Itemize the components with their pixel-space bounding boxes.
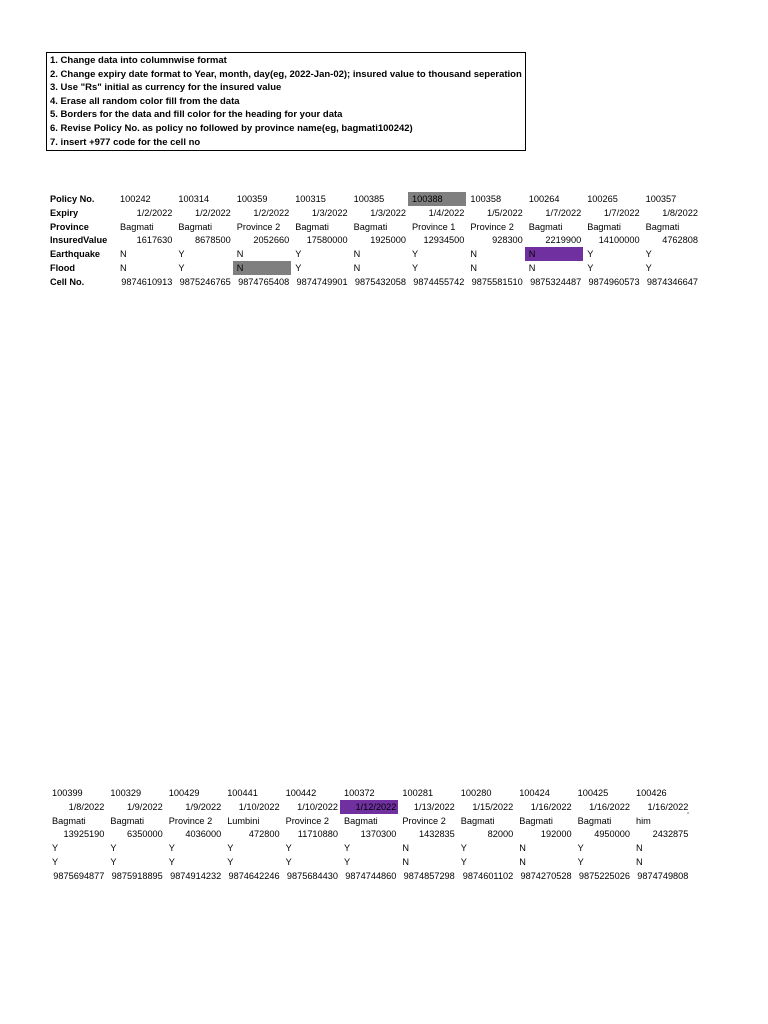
cell-policy: 100385 — [353, 194, 385, 204]
cell-expiry: 1/7/2022 — [545, 207, 582, 218]
cell-cell: 9874914232 — [170, 870, 222, 881]
cell-expiry: 1/2/2022 — [195, 207, 231, 218]
cell-expiry: 1/9/2022 — [127, 801, 163, 812]
row-label-flood: Flood — [50, 263, 76, 273]
cell-flood: N — [120, 263, 127, 273]
cell-flood: N — [636, 857, 643, 867]
cell-expiry: 1/2/2022 — [253, 207, 290, 218]
cell-flood: Y — [227, 857, 234, 867]
cell-policy: 100424 — [519, 788, 550, 798]
cell-flood: Y — [587, 263, 594, 273]
cell-expiry: 1/3/2022 — [311, 207, 348, 218]
cell-province: Bagmati — [52, 815, 86, 826]
cell-insured: 82000 — [487, 829, 514, 840]
cell-province: Province 2 — [168, 815, 213, 826]
cell-insured: 11710880 — [297, 829, 338, 840]
cell-flood: N — [470, 263, 478, 273]
cell-flood: N — [402, 857, 410, 867]
cell-policy: 100399 — [52, 788, 83, 798]
cell-earthquake: N — [519, 843, 526, 854]
cell-policy: 100265 — [587, 194, 618, 204]
cell-province: Bagmati — [178, 221, 213, 232]
row-label-insured: InsuredValue — [50, 235, 108, 246]
cell-insured: 4036000 — [185, 829, 222, 840]
row-label-expiry: Expiry — [50, 207, 79, 218]
cell-flood: Y — [168, 857, 175, 867]
cell-earthquake: Y — [52, 843, 59, 854]
cell-policy: 100359 — [236, 194, 268, 204]
cell-flood: Y — [412, 263, 419, 273]
cell-expiry: 1/5/2022 — [487, 207, 523, 218]
cell-earthquake: N — [636, 843, 643, 854]
cell-expiry: 1/8/2022 — [68, 801, 105, 812]
cell-earthquake: N — [525, 247, 583, 261]
cell-flood: N — [353, 263, 361, 273]
cell-province: Bagmati — [519, 815, 553, 826]
cell-insured: 1370300 — [360, 829, 397, 840]
row-label-province: Province — [50, 221, 89, 232]
cell-earthquake: Y — [645, 249, 652, 260]
row-label-policy: Policy No. — [50, 194, 95, 204]
cell-insured: 4762808 — [662, 235, 698, 246]
instruction-7: 7. insert +977 code for the cell no — [50, 136, 201, 148]
cell-expiry: 1/15/2022 — [472, 801, 514, 812]
cell-insured: 2432875 — [652, 829, 689, 840]
cell-policy: 100358 — [470, 194, 502, 204]
cell-insured: 1432835 — [419, 829, 455, 840]
cell-policy: 100441 — [227, 788, 258, 798]
instruction-6: 6. Revise Policy No. as policy no followed by province name(eg, bagmati100242) — [50, 122, 413, 134]
cell-insured: 472800 — [248, 829, 280, 840]
cell-insured: 6350000 — [127, 829, 163, 840]
cell-policy: 100425 — [577, 788, 609, 798]
cell-policy: 100329 — [110, 788, 142, 798]
cell-cell: 9874765408 — [238, 276, 290, 287]
cell-flood: N — [519, 857, 526, 867]
row-label-cell: Cell No. — [50, 276, 85, 287]
cell-policy: 100357 — [645, 194, 677, 204]
cell-flood: Y — [110, 857, 117, 867]
cell-province: him — [636, 815, 651, 826]
cell-earthquake: N — [402, 843, 410, 854]
cell-policy: 100242 — [120, 194, 151, 204]
cell-expiry: 1/10/2022 — [238, 801, 280, 812]
cell-cell: 9874601102 — [462, 870, 514, 881]
cell-province: Bagmati — [120, 221, 154, 232]
cell-flood: Y — [460, 857, 467, 867]
cell-policy: 100264 — [528, 194, 560, 204]
cell-earthquake: Y — [460, 843, 467, 854]
cell-policy: 100281 — [402, 788, 434, 798]
cell-cell: 9875225026 — [578, 870, 630, 881]
cell-policy: 100429 — [168, 788, 200, 798]
cell-insured: 1617630 — [136, 235, 173, 246]
cell-province: Province 2 — [285, 815, 330, 826]
cell-province: Bagmati — [460, 815, 495, 826]
cell-policy: 100388 — [408, 192, 466, 206]
cell-flood: Y — [295, 263, 302, 273]
instruction-5: 5. Borders for the data and fill color for the heading for your data — [50, 109, 343, 121]
cell-expiry: 1/2/2022 — [136, 207, 173, 218]
cell-expiry: 1/9/2022 — [185, 801, 222, 812]
cell-earthquake: N — [120, 249, 127, 260]
cell-insured: 13925190 — [63, 829, 105, 840]
cell-cell: 9875581510 — [471, 276, 523, 287]
cell-earthquake: Y — [168, 843, 175, 854]
cell-earthquake: Y — [110, 843, 117, 854]
cell-cell: 9875918895 — [111, 870, 163, 881]
cell-flood: N — [528, 263, 536, 273]
cell-insured: 4950000 — [594, 829, 630, 840]
row-label-earthquake: Earthquake — [50, 249, 101, 260]
cell-earthquake: Y — [412, 249, 419, 260]
cell-cell: 9874346647 — [646, 276, 698, 287]
cell-earthquake: Y — [344, 843, 351, 854]
cell-policy: 100442 — [285, 788, 317, 798]
cell-insured: 192000 — [540, 829, 572, 840]
cell-province: Bagmati — [110, 815, 145, 826]
cell-earthquake: Y — [227, 843, 234, 854]
cell-insured: 8678500 — [195, 235, 231, 246]
cell-earthquake: N — [353, 249, 361, 260]
cell-insured: 12934500 — [423, 235, 465, 246]
cell-earthquake: Y — [577, 843, 584, 854]
cell-cell: 9874749808 — [637, 870, 689, 881]
cell-province: Bagmati — [577, 815, 612, 826]
cell-insured: 14100000 — [598, 235, 640, 246]
cell-expiry: 1/4/2022 — [428, 207, 465, 218]
cell-province: Province 2 — [236, 221, 281, 232]
cell-policy: 100426 — [636, 788, 667, 798]
cell-cell: 9875694877 — [53, 870, 105, 881]
cell-insured: 2052660 — [253, 235, 290, 246]
cell-province: Bagmati — [353, 221, 388, 232]
cell-earthquake: N — [236, 249, 244, 260]
cell-policy: 100315 — [295, 194, 326, 204]
cell-cell: 9874744860 — [345, 870, 397, 881]
instruction-4: 4. Erase all random color fill from the data — [50, 95, 240, 107]
cell-earthquake: Y — [178, 249, 185, 260]
cell-province: Province 2 — [402, 815, 446, 826]
cell-expiry: 1/16/2022 — [530, 801, 572, 812]
cell-cell: 9874610913 — [121, 276, 173, 287]
cell-earthquake: Y — [285, 843, 292, 854]
cell-expiry: 1/8/2022 — [662, 207, 698, 218]
cell-expiry: 1/13/2022 — [413, 801, 455, 812]
cell-cell: 9874270528 — [520, 870, 572, 881]
instructions-box — [46, 52, 526, 151]
cell-province: Bagmati — [344, 815, 378, 826]
cell-cell: 9874749901 — [296, 276, 348, 287]
cell-flood: N — [233, 261, 291, 275]
cell-flood: Y — [52, 857, 59, 867]
cell-province: Bagmati — [295, 221, 329, 232]
cell-cell: 9874960573 — [588, 276, 640, 287]
cell-expiry: 1/7/2022 — [603, 207, 640, 218]
cell-insured: 1925000 — [370, 235, 406, 246]
instruction-1: 1. Change data into columnwise format — [50, 55, 227, 66]
instruction-3: 3. Use "Rs" initial as currency for the insured value — [50, 82, 282, 94]
cell-cell: 9875684430 — [286, 870, 338, 881]
cell-cell: 9875432058 — [354, 276, 406, 287]
cell-flood: Y — [344, 857, 351, 867]
cell-cell: 9875246765 — [179, 276, 231, 287]
cell-province: Lumbini — [227, 815, 260, 826]
cell-cell: 9874455742 — [413, 276, 465, 287]
cell-province: Province 1 — [412, 221, 456, 232]
cell-flood: Y — [577, 857, 584, 867]
cell-expiry: 1/16/2022 — [647, 801, 689, 812]
cell-expiry: 1/10/2022 — [297, 801, 338, 812]
cell-policy: 100372 — [344, 788, 375, 798]
cell-insured: 17580000 — [306, 235, 348, 246]
cell-expiry: 1/12/2022 — [340, 800, 398, 814]
cell-insured: 928300 — [492, 235, 523, 246]
cell-cell: 9874857298 — [403, 870, 455, 881]
cell-cell: 9875324487 — [530, 276, 582, 287]
cell-insured: 2219900 — [545, 235, 582, 246]
cell-expiry: 1/3/2022 — [370, 207, 406, 218]
instruction-2: 2. Change expiry date format to Year, month, day(eg, 2022-Jan-02); insured value to thousand seperation — [50, 68, 522, 80]
cell-flood: Y — [645, 263, 652, 273]
cell-province: Bagmati — [528, 221, 563, 232]
cell-province: Bagmati — [645, 221, 680, 232]
stray-mark: ˆ — [687, 813, 690, 820]
cell-flood: Y — [285, 857, 292, 867]
cell-province: Bagmati — [587, 221, 621, 232]
cell-earthquake: Y — [295, 249, 302, 260]
cell-policy: 100314 — [178, 194, 210, 204]
cell-expiry: 1/16/2022 — [589, 801, 630, 812]
cell-earthquake: Y — [587, 249, 594, 260]
cell-policy: 100280 — [460, 788, 492, 798]
cell-cell: 9874642246 — [228, 870, 280, 881]
cell-earthquake: N — [470, 249, 478, 260]
cell-province: Province 2 — [470, 221, 514, 232]
cell-flood: Y — [178, 263, 185, 273]
